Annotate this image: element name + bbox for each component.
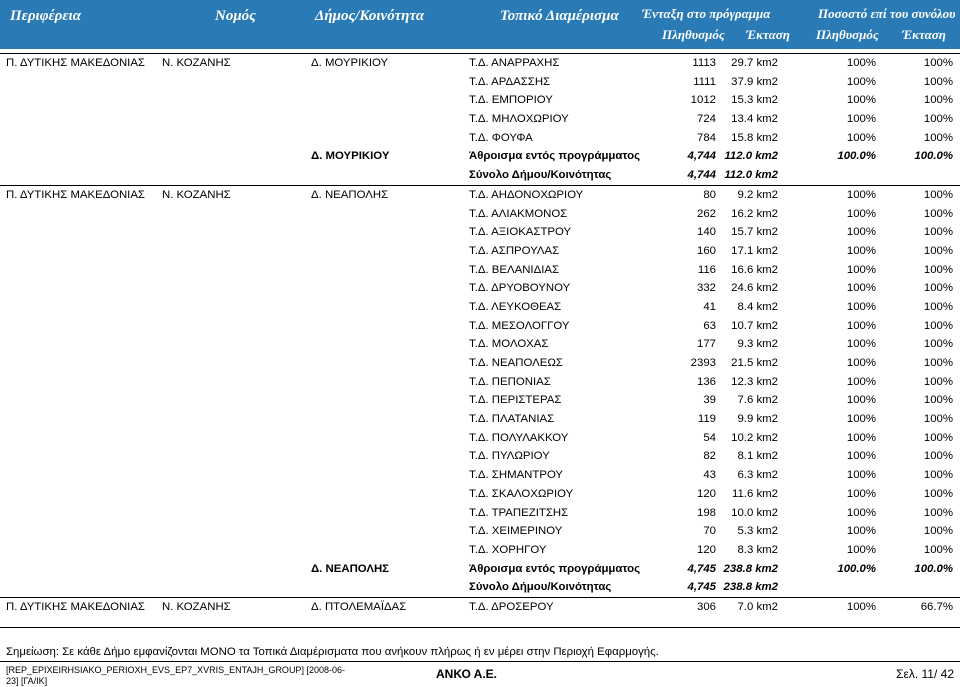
population-cell: 80 bbox=[703, 188, 716, 201]
population-percent-cell: 100% bbox=[846, 207, 876, 220]
population-percent-cell: 100% bbox=[846, 394, 876, 407]
local-district-cell: Τ.Δ. ΔΡΥΟΒΟΥΝΟΥ bbox=[469, 282, 571, 295]
population-cell: 4,744 bbox=[687, 169, 716, 182]
area-percent-cell: 100.0% bbox=[914, 150, 953, 163]
local-district-cell: Τ.Δ. ΣΚΑΛΟΧΩΡΙΟΥ bbox=[469, 487, 574, 500]
local-district-cell: Τ.Δ. ΑΡΔΑΣΣΗΣ bbox=[469, 75, 551, 88]
population-percent-cell: 100% bbox=[846, 57, 876, 69]
area-cell: 11.6 km2 bbox=[731, 487, 778, 500]
population-percent-cell: 100% bbox=[846, 338, 876, 351]
table-row bbox=[0, 597, 960, 617]
area-cell: 6.3 km2 bbox=[737, 469, 778, 482]
table-row bbox=[0, 298, 960, 317]
population-percent-cell: 100.0% bbox=[837, 562, 876, 575]
population-percent-cell: 100% bbox=[846, 506, 876, 519]
area-percent-cell: 100% bbox=[923, 413, 953, 426]
local-district-cell: Τ.Δ. ΜΗΛΟΧΩΡΙΟΥ bbox=[469, 113, 569, 126]
table-row bbox=[0, 110, 960, 129]
area-percent-cell: 100.0% bbox=[914, 562, 953, 575]
population-percent-cell: 100% bbox=[846, 188, 876, 201]
population-percent-cell: 100% bbox=[846, 75, 876, 88]
local-district-cell: Τ.Δ. ΠΥΛΩΡΙΟΥ bbox=[469, 450, 550, 463]
population-cell: 43 bbox=[703, 469, 716, 482]
table-row bbox=[0, 242, 960, 261]
table-row bbox=[0, 129, 960, 148]
table-row bbox=[0, 317, 960, 336]
table-row bbox=[0, 466, 960, 485]
header-population: Πληθυσμός bbox=[662, 27, 725, 42]
footnote: Σημείωση: Σε κάθε Δήμο εμφανίζονται ΜΟΝΟ τα Τοπικά Διαμέρισματα που ανήκουν πλήρως ή εν μέρει στην Περιοχή Εφαρμογής. bbox=[6, 646, 659, 658]
area-percent-cell: 100% bbox=[923, 75, 953, 88]
population-cell: 1113 bbox=[692, 57, 716, 69]
population-cell: 332 bbox=[696, 282, 716, 295]
area-percent-cell: 100% bbox=[923, 188, 953, 201]
header-population-percent: Πληθυσμός bbox=[816, 27, 879, 42]
summary-row bbox=[0, 147, 960, 166]
population-cell: 177 bbox=[696, 338, 716, 351]
area-cell: 15.8 km2 bbox=[731, 131, 778, 144]
table-row bbox=[0, 335, 960, 354]
area-cell: 10.0 km2 bbox=[731, 506, 778, 519]
population-cell: 120 bbox=[696, 487, 716, 500]
area-cell: 37.9 km2 bbox=[731, 75, 778, 88]
local-district-cell: Τ.Δ. ΜΕΣΟΛΟΓΓΟΥ bbox=[469, 319, 570, 332]
local-district-cell: Τ.Δ. ΑΣΠΡΟΥΛΑΣ bbox=[469, 244, 560, 257]
header-inclusion: Ένταξη στο πρόγραμμα bbox=[642, 6, 771, 21]
population-cell: 39 bbox=[703, 394, 716, 407]
header-prefecture: Νομός bbox=[215, 8, 256, 24]
table-row bbox=[0, 410, 960, 429]
population-percent-cell: 100% bbox=[846, 319, 876, 332]
area-percent-cell: 100% bbox=[923, 394, 953, 407]
prefecture-cell: Ν. ΚΟΖΑΝΗΣ bbox=[162, 600, 231, 613]
population-cell: 1111 bbox=[693, 75, 716, 88]
table-row bbox=[0, 541, 960, 560]
table-row bbox=[0, 185, 960, 205]
header-periphery: Περιφέρεια bbox=[10, 8, 81, 24]
local-district-cell: Τ.Δ. ΑΝΑΡΡΑΧΗΣ bbox=[469, 57, 560, 69]
area-cell: 21.5 km2 bbox=[731, 357, 778, 369]
local-district-cell: Άθροισμα εντός προγράμματος bbox=[469, 562, 641, 575]
population-cell: 119 bbox=[697, 413, 716, 426]
area-cell: 10.2 km2 bbox=[731, 431, 778, 444]
area-cell: 9.9 km2 bbox=[737, 413, 778, 426]
summary-row bbox=[0, 560, 960, 579]
area-percent-cell: 100% bbox=[923, 525, 953, 538]
area-cell: 9.2 km2 bbox=[737, 188, 778, 201]
area-cell: 238.8 km2 bbox=[723, 581, 778, 594]
area-cell: 10.7 km2 bbox=[731, 319, 778, 332]
population-cell: 70 bbox=[703, 525, 716, 538]
area-cell: 8.4 km2 bbox=[737, 300, 778, 313]
area-cell: 5.3 km2 bbox=[737, 525, 778, 538]
area-cell: 7.6 km2 bbox=[737, 394, 778, 407]
population-percent-cell: 100% bbox=[846, 469, 876, 482]
population-cell: 120 bbox=[696, 543, 716, 556]
area-percent-cell: 100% bbox=[923, 338, 953, 351]
periphery-cell: Π. ΔΥΤΙΚΗΣ ΜΑΚΕΔΟΝΙΑΣ bbox=[6, 57, 145, 69]
municipality-cell: Δ. ΠΤΟΛΕΜΑΪΔΑΣ bbox=[311, 600, 407, 613]
area-percent-cell: 100% bbox=[923, 94, 953, 107]
area-percent-cell: 100% bbox=[923, 506, 953, 519]
population-percent-cell: 100% bbox=[846, 282, 876, 295]
area-percent-cell: 100% bbox=[923, 263, 953, 276]
population-percent-cell: 100% bbox=[846, 300, 876, 313]
local-district-cell: Τ.Δ. ΧΟΡΗΓΟΥ bbox=[469, 543, 547, 556]
area-cell: 112.0 km2 bbox=[724, 169, 778, 182]
table-row bbox=[0, 223, 960, 242]
population-cell: 4,745 bbox=[687, 562, 716, 575]
population-percent-cell: 100% bbox=[846, 263, 876, 276]
population-percent-cell: 100% bbox=[846, 543, 876, 556]
header-area-percent: Έκταση bbox=[902, 27, 946, 42]
area-percent-cell: 100% bbox=[923, 487, 953, 500]
summary-row bbox=[0, 578, 960, 597]
area-cell: 112.0 km2 bbox=[724, 150, 778, 163]
table-row bbox=[0, 354, 960, 373]
header-local-district: Τοπικό Διαμέρισμα bbox=[500, 8, 619, 24]
area-percent-cell: 100% bbox=[923, 543, 953, 556]
local-district-cell: Τ.Δ. ΣΗΜΑΝΤΡΟΥ bbox=[469, 469, 564, 482]
local-district-cell: Σύνολο Δήμου/Κοινότητας bbox=[469, 169, 612, 182]
municipality-cell: Δ. ΜΟΥΡΙΚΙΟΥ bbox=[311, 150, 390, 163]
area-percent-cell: 100% bbox=[923, 469, 953, 482]
header-municipality: Δήμος/Κοινότητα bbox=[315, 8, 425, 24]
population-cell: 136 bbox=[696, 375, 716, 388]
municipality-cell: Δ. ΝΕΑΠΟΛΗΣ bbox=[311, 188, 389, 201]
table-row bbox=[0, 447, 960, 466]
population-cell: 54 bbox=[703, 431, 716, 444]
population-percent-cell: 100% bbox=[846, 131, 876, 144]
area-cell: 8.3 km2 bbox=[737, 543, 778, 556]
population-cell: 63 bbox=[703, 319, 716, 332]
periphery-cell: Π. ΔΥΤΙΚΗΣ ΜΑΚΕΔΟΝΙΑΣ bbox=[6, 600, 145, 613]
area-percent-cell: 100% bbox=[923, 113, 953, 126]
area-percent-cell: 66.7% bbox=[920, 600, 953, 613]
area-cell: 16.2 km2 bbox=[731, 207, 778, 220]
local-district-cell: Τ.Δ. ΑΞΙΟΚΑΣΤΡΟΥ bbox=[469, 226, 572, 239]
area-cell: 7.0 km2 bbox=[737, 600, 778, 613]
local-district-cell: Άθροισμα εντός προγράμματος bbox=[469, 150, 641, 163]
table-row bbox=[0, 279, 960, 298]
table-row bbox=[0, 373, 960, 392]
population-cell: 160 bbox=[696, 244, 716, 257]
population-cell: 724 bbox=[696, 113, 716, 126]
report-code: [REP_EPIXEIRHSIAKO_PERIOXH_EVS_EP7_XVRIS_ENTAJH_GROUP] [2008-06-23] [ΓΑ/ΙΚ] bbox=[6, 665, 345, 686]
header-percent-total: Ποσοστό επί του συνόλου bbox=[818, 6, 956, 21]
periphery-cell: Π. ΔΥΤΙΚΗΣ ΜΑΚΕΔΟΝΙΑΣ bbox=[6, 188, 145, 201]
population-cell: 140 bbox=[696, 226, 716, 239]
table-row bbox=[0, 53, 960, 73]
area-percent-cell: 100% bbox=[923, 300, 953, 313]
area-cell: 8.1 km2 bbox=[737, 450, 778, 463]
area-percent-cell: 100% bbox=[923, 450, 953, 463]
population-percent-cell: 100% bbox=[846, 375, 876, 388]
area-percent-cell: 100% bbox=[923, 226, 953, 239]
table-row bbox=[0, 73, 960, 92]
local-district-cell: Τ.Δ. ΧΕΙΜΕΡΙΝΟΥ bbox=[469, 525, 563, 538]
population-cell: 784 bbox=[696, 131, 716, 144]
population-percent-cell: 100% bbox=[846, 525, 876, 538]
area-percent-cell: 100% bbox=[923, 431, 953, 444]
area-cell: 12.3 km2 bbox=[731, 375, 778, 388]
population-cell: 116 bbox=[697, 263, 716, 276]
header-area: Έκταση bbox=[746, 27, 790, 42]
population-percent-cell: 100% bbox=[846, 244, 876, 257]
area-cell: 13.4 km2 bbox=[731, 113, 778, 126]
municipality-cell: Δ. ΝΕΑΠΟΛΗΣ bbox=[311, 562, 390, 575]
table-bottom-rule bbox=[0, 627, 960, 628]
population-cell: 2393 bbox=[690, 357, 716, 369]
local-district-cell: Τ.Δ. ΜΟΛΟΧΑΣ bbox=[469, 338, 549, 351]
local-district-cell: Τ.Δ. ΑΛΙΑΚΜΟΝΟΣ bbox=[469, 207, 568, 220]
page-number: Σελ. 11/ 42 bbox=[896, 667, 954, 681]
company-name: ΑΝΚΟ Α.Ε. bbox=[436, 667, 498, 681]
population-cell: 198 bbox=[696, 506, 716, 519]
area-percent-cell: 100% bbox=[923, 357, 953, 369]
area-percent-cell: 100% bbox=[923, 282, 953, 295]
population-cell: 41 bbox=[703, 300, 716, 313]
local-district-cell: Τ.Δ. ΑΗΔΟΝΟΧΩΡΙΟΥ bbox=[469, 188, 584, 201]
local-district-cell: Τ.Δ. ΒΕΛΑΝΙΔΙΑΣ bbox=[469, 263, 560, 276]
area-cell: 238.8 km2 bbox=[723, 562, 778, 575]
population-percent-cell: 100% bbox=[846, 600, 876, 613]
area-percent-cell: 100% bbox=[923, 57, 953, 69]
area-percent-cell: 100% bbox=[923, 131, 953, 144]
population-percent-cell: 100% bbox=[846, 413, 876, 426]
area-cell: 9.3 km2 bbox=[737, 338, 778, 351]
area-cell: 24.6 km2 bbox=[731, 282, 778, 295]
table-row bbox=[0, 205, 960, 224]
population-percent-cell: 100% bbox=[846, 487, 876, 500]
area-percent-cell: 100% bbox=[923, 375, 953, 388]
table-row bbox=[0, 91, 960, 110]
local-district-cell: Τ.Δ. ΠΕΠΟΝΙΑΣ bbox=[469, 375, 551, 388]
population-percent-cell: 100% bbox=[846, 113, 876, 126]
population-percent-cell: 100% bbox=[846, 450, 876, 463]
local-district-cell: Τ.Δ. ΦΟΥΦΑ bbox=[469, 131, 533, 144]
table-header bbox=[0, 0, 960, 49]
area-percent-cell: 100% bbox=[923, 244, 953, 257]
population-percent-cell: 100% bbox=[846, 431, 876, 444]
area-percent-cell: 100% bbox=[923, 319, 953, 332]
population-percent-cell: 100% bbox=[846, 226, 876, 239]
area-cell: 29.7 km2 bbox=[731, 57, 778, 69]
table-row bbox=[0, 429, 960, 448]
area-cell: 16.6 km2 bbox=[731, 263, 778, 276]
population-percent-cell: 100% bbox=[846, 357, 876, 369]
local-district-cell: Τ.Δ. ΕΜΠΟΡΙΟΥ bbox=[469, 94, 553, 107]
local-district-cell: Τ.Δ. ΤΡΑΠΕΖΙΤΣΗΣ bbox=[469, 506, 569, 519]
municipality-cell: Δ. ΜΟΥΡΙΚΙΟΥ bbox=[311, 57, 389, 69]
local-district-cell: Τ.Δ. ΠΕΡΙΣΤΕΡΑΣ bbox=[469, 394, 562, 407]
local-district-cell: Τ.Δ. ΔΡΟΣΕΡΟΥ bbox=[469, 600, 554, 613]
population-cell: 306 bbox=[696, 600, 716, 613]
local-district-cell: Σύνολο Δήμου/Κοινότητας bbox=[469, 581, 612, 594]
area-percent-cell: 100% bbox=[923, 207, 953, 220]
local-district-cell: Τ.Δ. ΠΟΛΥΛΑΚΚΟΥ bbox=[469, 431, 569, 444]
population-percent-cell: 100% bbox=[846, 94, 876, 107]
table-body bbox=[0, 53, 960, 617]
table-row bbox=[0, 504, 960, 523]
population-cell: 4,744 bbox=[687, 150, 716, 163]
table-row bbox=[0, 391, 960, 410]
prefecture-cell: Ν. ΚΟΖΑΝΗΣ bbox=[162, 57, 231, 69]
table-row bbox=[0, 485, 960, 504]
local-district-cell: Τ.Δ. ΠΛΑΤΑΝΙΑΣ bbox=[469, 413, 555, 426]
area-cell: 15.3 km2 bbox=[731, 94, 778, 107]
local-district-cell: Τ.Δ. ΛΕΥΚΟΘΕΑΣ bbox=[469, 300, 562, 313]
population-cell: 1012 bbox=[690, 94, 716, 107]
area-cell: 17.1 km2 bbox=[731, 244, 778, 257]
summary-row bbox=[0, 166, 960, 185]
population-cell: 82 bbox=[703, 450, 716, 463]
prefecture-cell: Ν. ΚΟΖΑΝΗΣ bbox=[162, 188, 231, 201]
local-district-cell: Τ.Δ. ΝΕΑΠΟΛΕΩΣ bbox=[469, 357, 563, 369]
area-cell: 15.7 km2 bbox=[731, 226, 778, 239]
population-cell: 4,745 bbox=[687, 581, 716, 594]
population-cell: 262 bbox=[696, 207, 716, 220]
table-row bbox=[0, 522, 960, 541]
footer-divider bbox=[0, 661, 960, 662]
table-row bbox=[0, 261, 960, 280]
population-percent-cell: 100.0% bbox=[837, 150, 876, 163]
